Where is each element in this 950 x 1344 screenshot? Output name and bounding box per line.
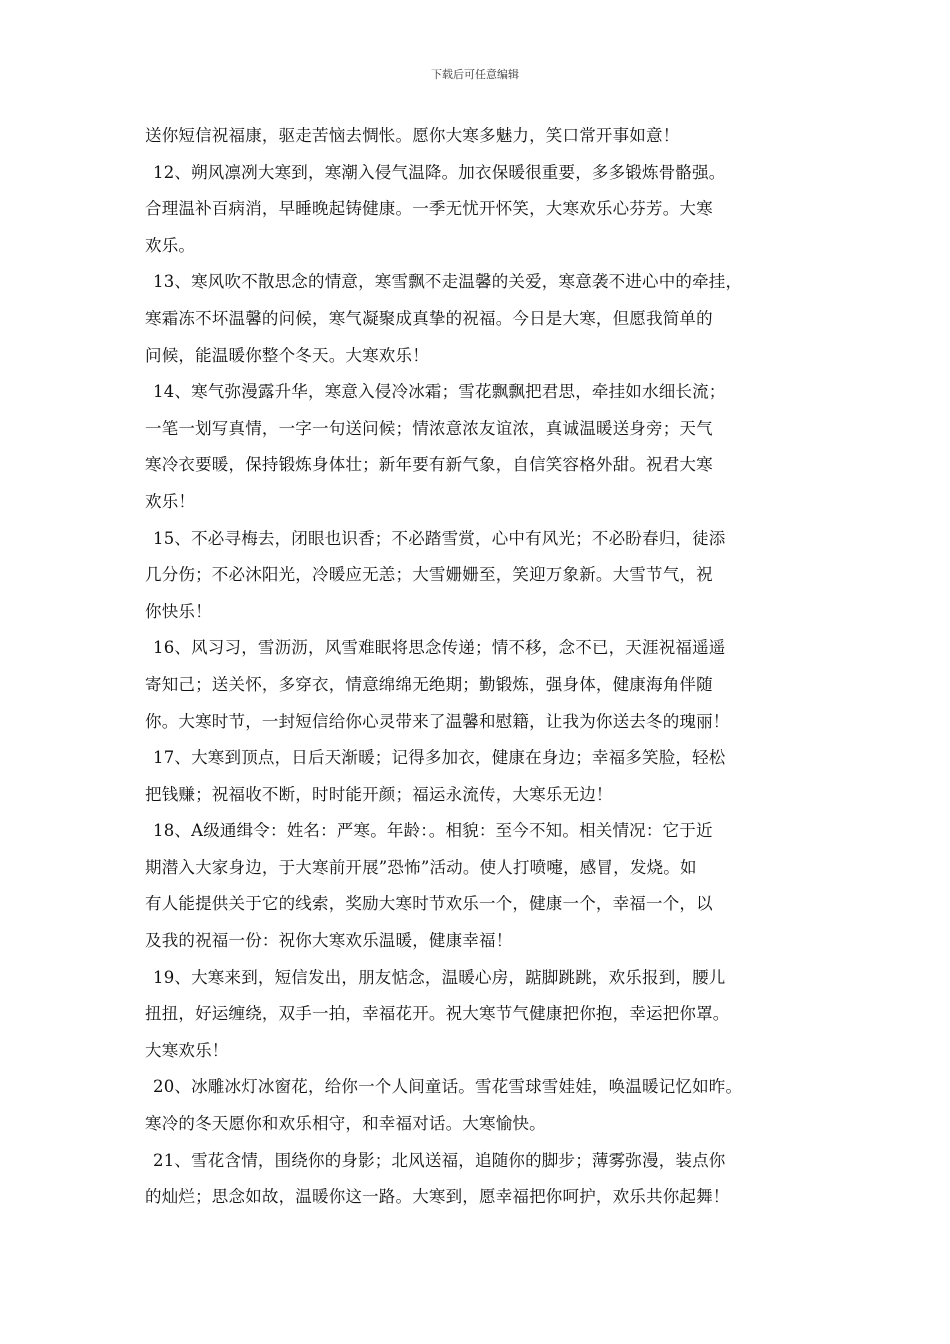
text-line: 寒霜冻不坏温馨的问候，寒气凝聚成真挚的祝福。今日是大寒，但愿我简单的 <box>145 308 713 328</box>
text-line: 你。大寒时节，一封短信给你心灵带来了温馨和慰籍，让我为你送去冬的瑰丽！ <box>145 711 730 731</box>
text-line: 寒冷的冬天愿你和欢乐相守，和幸福对话。大寒愉快。 <box>145 1114 546 1134</box>
text-line: 14、寒气弥漫露升华，寒意入侵冷冰霜；雪花飘飘把君思，牵挂如水细长流； <box>153 382 726 402</box>
text-line: 有人能提供关于它的线索，奖励大寒时节欢乐一个，健康一个，幸福一个，以 <box>145 894 713 914</box>
text-line: 合理温补百病消，早睡晚起铸健康。一季无忧开怀笑，大寒欢乐心芬芳。大寒 <box>145 199 713 219</box>
text-line: 17、大寒到顶点，日后天渐暖；记得多加衣，健康在身边；幸福多笑脸，轻松 <box>153 748 726 768</box>
text-line: 欢乐！ <box>145 491 196 511</box>
text-line: 寄知己；送关怀，多穿衣，情意绵绵无绝期；勤锻炼，强身体，健康海角伴随 <box>145 674 713 694</box>
page-header: 下载后可任意编辑 <box>431 68 519 81</box>
text-line: 19、大寒来到，短信发出，朋友惦念，温暖心房，踮脚跳跳，欢乐报到，腰儿 <box>153 967 726 987</box>
text-line: 15、不必寻梅去，闭眼也识香；不必踏雪赏，心中有风光；不必盼春归，徒添 <box>153 528 726 548</box>
text-line: 大寒欢乐！ <box>145 1040 229 1060</box>
text-line: 18、A级通缉令：姓名：严寒。年龄：。相貌：至今不知。相关情况：它于近 <box>153 821 713 841</box>
text-line: 的灿烂；思念如故，温暖你这一路。大寒到，愿幸福把你呵护，欢乐共你起舞！ <box>145 1187 730 1207</box>
text-line: 欢乐。 <box>145 235 196 255</box>
text-line: 12、朔风凛冽大寒到，寒潮入侵气温降。加衣保暖很重要，多多锻炼骨骼强。 <box>153 162 726 182</box>
text-line: 13、寒风吹不散思念的情意，寒雪飘不走温馨的关爱，寒意袭不进心中的牵挂， <box>153 272 743 292</box>
text-line: 一笔一划写真情，一字一句送问候；情浓意浓友谊浓，真诚温暖送身旁；天气 <box>145 418 713 438</box>
text-line: 把钱赚；祝福收不断，时时能开颜；福运永流传，大寒乐无边！ <box>145 784 613 804</box>
text-line: 期潜入大家身边，于大寒前开展”恐怖”活动。使人打喷嚏，感冒，发烧。如 <box>145 857 697 877</box>
text-line: 扭扭，好运缠绕，双手一拍，幸福花开。祝大寒节气健康把你抱，幸运把你罩。 <box>145 1004 730 1024</box>
text-line: 16、风习习，雪沥沥，风雪难眠将思念传递；情不移，念不已，天涯祝福遥遥 <box>153 638 726 658</box>
document-body <box>145 118 815 1216</box>
text-line: 20、冰雕冰灯冰窗花，给你一个人间童话。雪花雪球雪娃娃，唤温暖记忆如昨。 <box>153 1077 743 1097</box>
text-line: 问候，能温暖你整个冬天。大寒欢乐！ <box>145 345 429 365</box>
text-line: 几分伤；不必沐阳光，冷暖应无恙；大雪姗姗至，笑迎万象新。大雪节气，祝 <box>145 565 713 585</box>
text-line: 送你短信祝福康，驱走苦恼去惆怅。愿你大寒多魅力，笑口常开事如意！ <box>145 126 680 145</box>
text-line: 及我的祝福一份：祝你大寒欢乐温暖，健康幸福！ <box>145 931 513 951</box>
text-line: 21、雪花含情，围绕你的身影；北风送福，追随你的脚步；薄雾弥漫，装点你 <box>153 1150 726 1170</box>
text-line: 你快乐！ <box>145 601 212 621</box>
text-line: 寒冷衣要暖，保持锻炼身体壮；新年要有新气象，自信笑容格外甜。祝君大寒 <box>145 455 713 475</box>
